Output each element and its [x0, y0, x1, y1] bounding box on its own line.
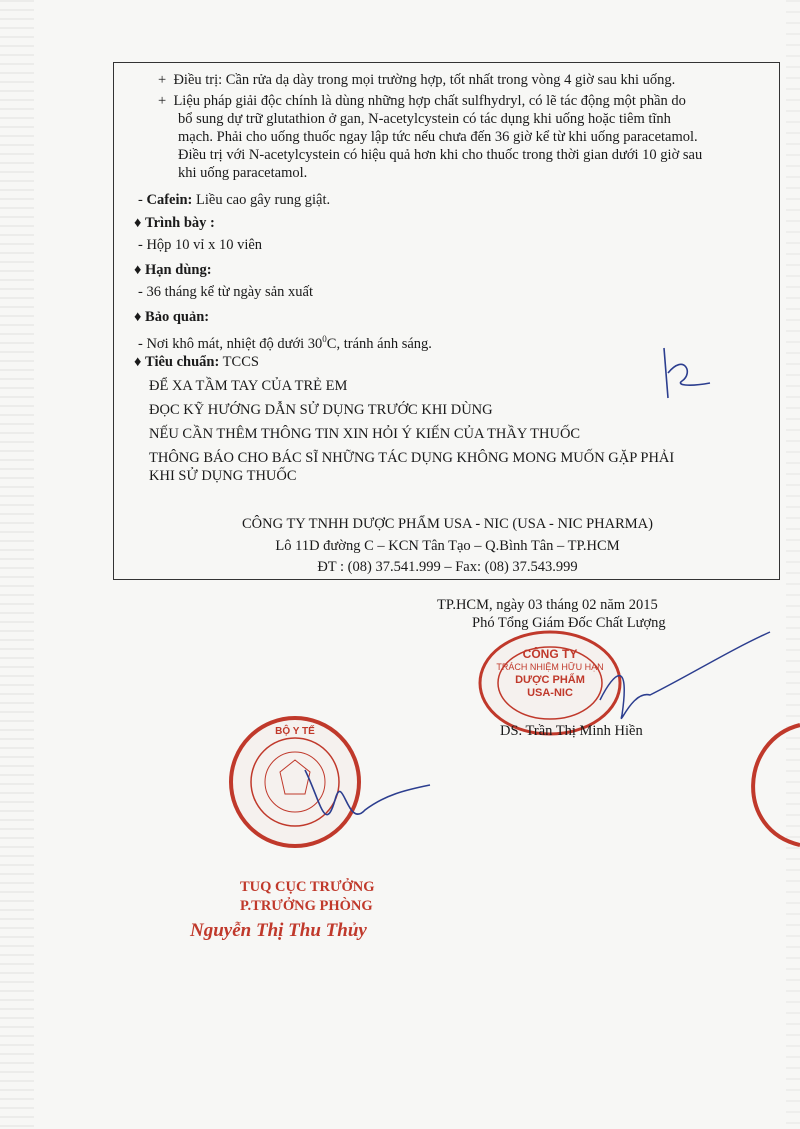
partial-stamp-icon: [730, 720, 800, 850]
treatment-line: mạch. Phải cho uống thuốc ngay lập tức nếu chưa đến 36 giờ kể từ khi uống paracetamol.: [178, 129, 698, 145]
diamond-bullet-icon: ♦: [134, 354, 146, 370]
expiry-heading: ♦ Hạn dùng:: [134, 262, 212, 278]
warning-2: ĐỌC KỸ HƯỚNG DẪN SỬ DỤNG TRƯỚC KHI DÙNG: [149, 402, 493, 418]
ministry-title-1: TUQ CỤC TRƯỞNG: [240, 879, 375, 895]
treatment-line: bổ sung dự trữ glutathion ở gan, N-acetylcystein có tác dụng khi uống hoặc tiêm tĩnh: [178, 111, 671, 127]
company-address: Lô 11D đường C – KCN Tân Tạo – Q.Bình Tân – TP.HCM: [275, 538, 620, 554]
expiry-text: - 36 tháng kể từ ngày sản xuất: [138, 284, 313, 300]
diamond-bullet-icon: ♦: [134, 262, 146, 278]
standard-line: ♦ Tiêu chuẩn: TCCS: [134, 354, 259, 370]
diamond-bullet-icon: ♦: [134, 215, 146, 231]
scan-edge-left: [0, 0, 34, 1129]
treatment-line: Điều trị với N-acetylcystein có hiệu quả hơn khi cho thuốc trong thời gian dưới 10 giờ sau: [178, 147, 703, 163]
cafein-line: - Cafein: Liều cao gây rung giật.: [138, 192, 331, 208]
warning-1: ĐỂ XA TẦM TAY CỦA TRẺ EM: [149, 378, 348, 394]
diamond-bullet-icon: ♦: [134, 309, 146, 325]
signer-role: Phó Tổng Giám Đốc Chất Lượng: [472, 615, 666, 631]
warning-4: THÔNG BÁO CHO BÁC SĨ NHỮNG TÁC DỤNG KHÔNG MONG MUỐN GẶP PHẢI: [149, 450, 675, 466]
leaflet-box: [113, 62, 780, 580]
company-name: CÔNG TY TNHH DƯỢC PHẨM USA - NIC (USA - NIC PHARMA): [242, 516, 653, 532]
storage-text: - Nơi khô mát, nhiệt độ dưới $30^0C$, tránh ánh sáng.: [138, 334, 432, 352]
storage-heading: ♦ Bảo quản:: [134, 309, 210, 325]
treatment-line: khi uống paracetamol.: [178, 165, 308, 181]
ministry-signer-name: Nguyễn Thị Thu Thủy: [190, 920, 367, 941]
company-stamp: CÔNG TY TRÁCH NHIỆM HỮU HẠN DƯỢC PHẨM USA-NIC: [475, 628, 625, 738]
ministry-signature-icon: [285, 740, 435, 850]
presentation-heading: ♦ Trình bày :: [134, 215, 215, 231]
scan-edge-right: [786, 0, 800, 1129]
company-phone: ĐT : (08) 37.541.999 – Fax: (08) 37.543.999: [317, 559, 578, 575]
signer-name: DS. Trần Thị Minh Hiền: [500, 723, 643, 739]
treatment-item-2: + Liệu pháp giải độc chính là dùng những hợp chất sulfhydryl, có lẽ tác động một phần do: [158, 93, 686, 109]
ministry-title-2: P.TRƯỞNG PHÒNG: [240, 898, 373, 914]
plus-bullet-icon: +: [158, 93, 174, 109]
document-date: TP.HCM, ngày 03 tháng 02 năm 2015: [437, 597, 658, 613]
warning-3: NẾU CẦN THÊM THÔNG TIN XIN HỎI Ý KIẾN CỦA THẦY THUỐC: [149, 426, 581, 442]
initials-signature-icon: [654, 343, 724, 403]
warning-5: KHI SỬ DỤNG THUỐC: [149, 468, 297, 484]
ministry-stamp: BỘ Y TẾ: [225, 712, 365, 852]
presentation-text: - Hộp 10 vỉ x 10 viên: [138, 237, 263, 253]
treatment-item-1: + Điều trị: Cần rửa dạ dày trong mọi trường hợp, tốt nhất trong vòng 4 giờ sau khi uống.: [158, 72, 676, 88]
plus-bullet-icon: +: [158, 72, 174, 88]
